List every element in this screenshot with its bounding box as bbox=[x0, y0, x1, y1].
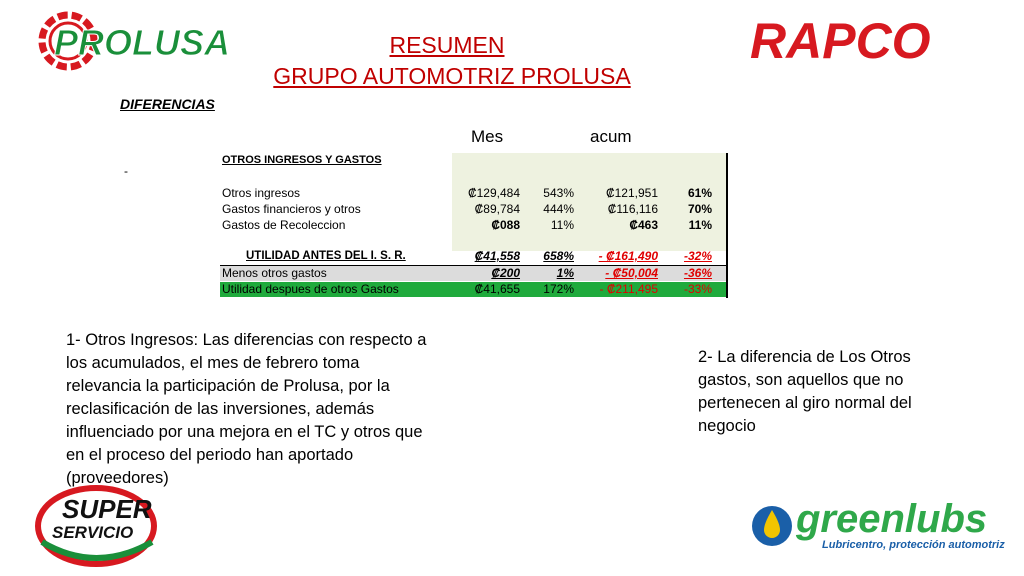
note-otros-ingresos: 1- Otros Ingresos: Las diferencias con respecto a los acumulados, el mes de febrero toma relevancia la participación de Prolusa, por la reclasificación de las inversiones, además influenciado por una mejora en el TC y otros que en el proceso del periodo han aportado (proveedores) bbox=[66, 331, 427, 487]
title-grupo: GRUPO AUTOMOTRIZ PROLUSA bbox=[273, 63, 631, 89]
row-acum: ₡463 bbox=[629, 218, 658, 232]
row-label: Gastos financieros y otros bbox=[222, 202, 361, 216]
row-acum-pct: 61% bbox=[687, 186, 712, 200]
greenlubs-text: greenlubs bbox=[796, 497, 988, 541]
row-acum: ₡116,116 bbox=[607, 202, 658, 216]
subheading-diferencias: DIFERENCIAS bbox=[120, 96, 215, 112]
dash-mark: - bbox=[124, 164, 128, 178]
row-label: Gastos de Recoleccion bbox=[222, 218, 346, 232]
table-right-border bbox=[726, 153, 728, 298]
row-acum-pct: 70% bbox=[687, 202, 712, 216]
table-row bbox=[220, 202, 726, 217]
servicio-text: SERVICIO bbox=[52, 523, 134, 542]
despues-row bbox=[220, 282, 726, 297]
row-mes: ₡088 bbox=[491, 218, 520, 232]
greenlubs-logo bbox=[750, 496, 1012, 556]
despues-label: Utilidad despues de otros Gastos bbox=[222, 282, 399, 296]
utilidad-label: UTILIDAD ANTES DEL I. S. R. bbox=[246, 250, 406, 262]
menos-mes-pct: 1% bbox=[556, 266, 574, 280]
row-mes-pct: 444% bbox=[543, 202, 574, 216]
menos-acum-pct: -36% bbox=[683, 266, 712, 280]
super-text: SUPER bbox=[62, 494, 152, 524]
utilidad-mes: ₡41,558 bbox=[474, 249, 520, 263]
table-header-row bbox=[220, 153, 726, 168]
despues-mes: ₡41,655 bbox=[474, 282, 520, 296]
rapco-logo-text: RAPCO bbox=[750, 14, 931, 66]
greenlubs-tagline: Lubricentro, protección automotriz bbox=[822, 539, 1005, 551]
menos-label: Menos otros gastos bbox=[222, 266, 327, 280]
menos-row bbox=[220, 265, 726, 281]
menos-acum: - ₡50,004 bbox=[605, 266, 658, 280]
otros-ingresos-table bbox=[220, 153, 728, 298]
despues-acum-pct: -33% bbox=[683, 282, 712, 296]
prolusa-logo-text: PROLUSA bbox=[54, 22, 231, 63]
super-servicio-logo bbox=[34, 476, 164, 568]
row-mes: ₡129,484 bbox=[467, 186, 520, 200]
row-mes: ₡89,784 bbox=[474, 202, 520, 216]
row-acum-pct: 11% bbox=[688, 218, 712, 232]
column-mes-header: Mes bbox=[471, 127, 504, 146]
utilidad-row bbox=[220, 249, 726, 264]
title-resumen: RESUMEN bbox=[389, 32, 505, 58]
table-row bbox=[220, 218, 726, 233]
column-acum-header: acum bbox=[590, 127, 632, 146]
utilidad-acum: - ₡161,490 bbox=[598, 249, 658, 263]
table-header: OTROS INGRESOS Y GASTOS bbox=[222, 154, 382, 166]
row-acum: ₡121,951 bbox=[605, 186, 658, 200]
row-mes-pct: 11% bbox=[550, 218, 574, 232]
utilidad-acum-pct: -32% bbox=[683, 249, 712, 263]
note-otros-gastos: 2- La diferencia de Los Otros gastos, son aquellos que no pertenecen al giro normal del negocio bbox=[698, 348, 912, 435]
menos-mes: ₡200 bbox=[491, 266, 520, 280]
row-mes-pct: 543% bbox=[543, 186, 574, 200]
despues-mes-pct: 172% bbox=[543, 282, 574, 296]
row-label: Otros ingresos bbox=[222, 186, 301, 200]
utilidad-mes-pct: 658% bbox=[543, 249, 574, 263]
despues-acum: - ₡211,495 bbox=[599, 282, 658, 296]
table-row bbox=[220, 186, 726, 201]
